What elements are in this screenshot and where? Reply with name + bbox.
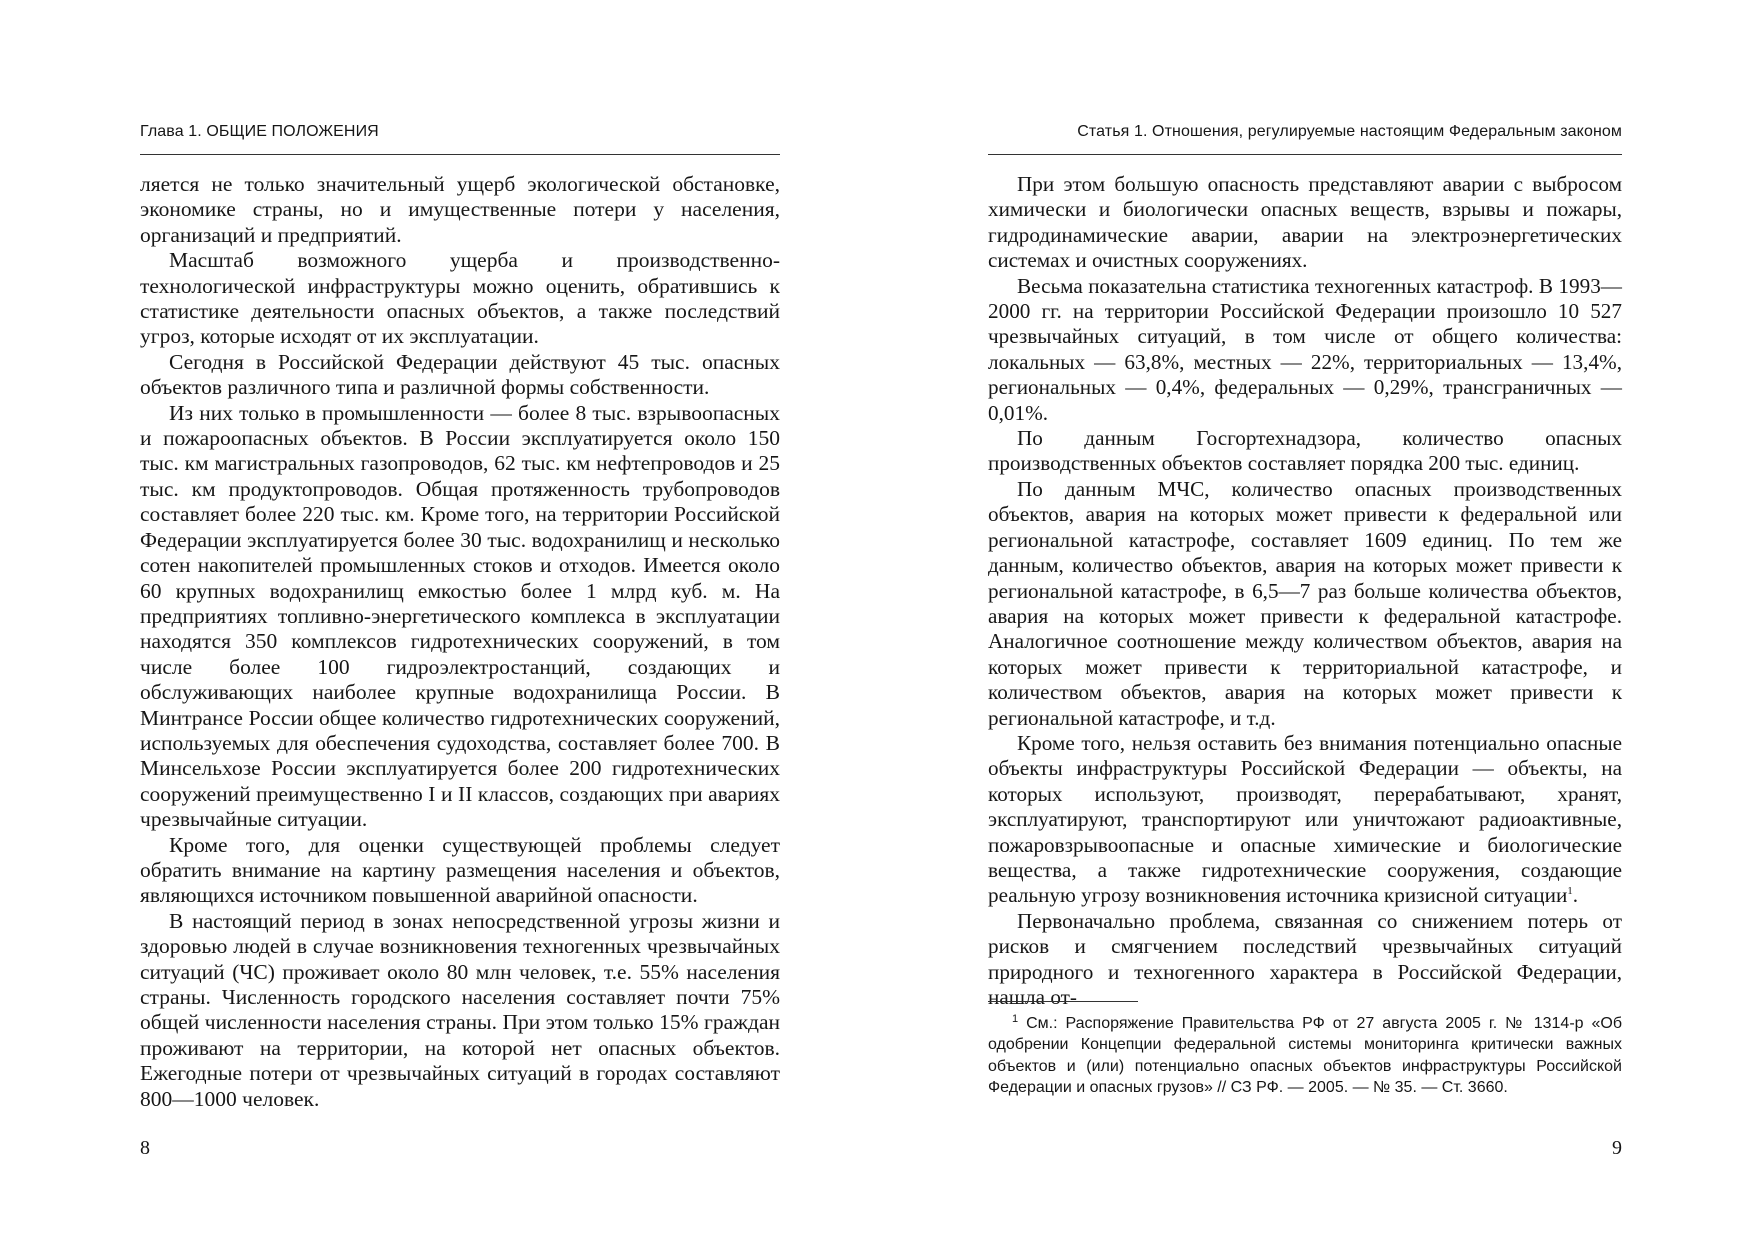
right-paragraph-1: При этом большую опасность представляют аварии с выбросом химически и биологически опасных веществ, взрывы и пожары, гидродинамические аварии, аварии на электроэнергетических системах и очистных сооружениях. [988, 172, 1622, 273]
right-paragraph-6: Первоначально проблема, связанная со снижением потерь от рисков и смягчением последствий чрезвычайных ситуаций природного и техногенного характера в Российской Федерации, нашла от- [988, 908, 1622, 1009]
right-page-number: 9 [1612, 1137, 1622, 1159]
left-paragraph-2: Масштаб возможного ущерба и производственно-технологической инфраструктуры можно оценить, обратившись к статистике деятельности опасных объектов, а также последствий угроз, которые исходят от их эксплуатации. [140, 248, 780, 349]
footnote-reference-marker[interactable]: 1 [1567, 885, 1573, 898]
right-paragraph-2: Весьма показательна статистика техногенных катастроф. В 1993—2000 гг. на территории Российской Федерации произошло 10 527 чрезвычайных ситуаций, в том числе от общего количества: локальных — 63,8%, местных — 22%, территориальных — 13,4%, региональных — 0,4%, федеральных — 0,29%, трансграничных — 0,01%. [988, 273, 1622, 425]
right-paragraph-5-text: Кроме того, нельзя оставить без внимания потенциально опасные объекты инфраструктуры Российской Федерации — объекты, на которых используют, производят, перерабатывают, хранят, эксплуатируют, транспортируют или уничтожают радиоактивные, пожаровзрывоопасные и опасные химические и биологические вещества, а также гидротехнические сооружения, создающие реальную угрозу возникновения источника кризисной ситуации [988, 730, 1622, 908]
right-running-head: Статья 1. Отношения, регулируемые настоящим Федеральным законом [988, 120, 1622, 155]
right-paragraph-5: Кроме того, нельзя оставить без внимания потенциально опасные объекты инфраструктуры Российской Федерации — объекты, на которых используют, производят, перерабатывают, хранят, эксплуатируют, транспортируют или уничтожают радиоактивные, пожаровзрывоопасные и опасные химические и биологические вещества, а также гидротехнические сооружения, создающие реальную угрозу возникновения источника кризисной ситуации$^1$. [988, 730, 1622, 908]
right-body-text [988, 172, 1622, 1010]
left-body-text [140, 172, 780, 1112]
right-paragraph-4: По данным МЧС, количество опасных производственных объектов, авария на которых может привести к федеральной или региональной катастрофе, составляет 1609 единиц. По тем же данным, количество объектов, авария на которых может привести к региональной катастрофе, в 6,5—7 раз больше количества объектов, авария на которых может привести к федеральной катастрофе. Аналогичное соотношение между количеством объектов, авария на которых может привести к территориальной катастрофе, и количеством объектов, авария на которых может привести к региональной катастрофе, и т.д. [988, 476, 1622, 730]
footnote-divider [988, 1001, 1138, 1002]
left-paragraph-1: ляется не только значительный ущерб экологической обстановке, экономике страны, но и имущественные потери у населения, организаций и предприятий. [140, 172, 780, 247]
left-paragraph-6: В настоящий период в зонах непосредственной угрозы жизни и здоровью людей в случае возникновения техногенных чрезвычайных ситуаций (ЧС) проживает около 80 млн человек, т.е. 55% населения страны. Численность городского населения составляет почти 75% общей численности населения страны. При этом только 15% граждан проживают на территории, на которой нет опасных объектов. Ежегодные потери от чрезвычайных ситуаций в городах составляют 800—1000 человек. [140, 908, 780, 1111]
footnote-text: См.: Распоряжение Правительства РФ от 27 августа 2005 г. № 1314-р «Об одобрении Концепции федеральной системы мониторинга критически важных объектов и (или) потенциально опасных объектов инфраструктуры Российской Федерации и опасных грузов» // СЗ РФ. — 2005. — № 35. — Ст. 3660. [988, 1015, 1622, 1097]
right-paragraph-3: По данным Госгортехнадзора, количество опасных производственных объектов составляет порядка 200 тыс. единиц. [988, 426, 1622, 476]
left-running-head: Глава 1. ОБЩИЕ ПОЛОЖЕНИЯ [140, 120, 780, 155]
footnote [988, 1013, 1622, 1099]
left-paragraph-5: Кроме того, для оценки существующей проблемы следует обратить внимание на картину размещения населения и объектов, являющихся источником повышенной аварийной опасности. [140, 832, 780, 908]
left-paragraph-3: Сегодня в Российской Федерации действуют 45 тыс. опасных объектов различного типа и различной формы собственности. [140, 349, 780, 400]
left-paragraph-4: Из них только в промышленности — более 8 тыс. взрывоопасных и пожароопасных объектов. В России эксплуатируется около 150 тыс. км магистральных газопроводов, 62 тыс. км нефтепроводов и 25 тыс. км продуктопроводов. Общая протяженность трубопроводов составляет более 220 тыс. км. Кроме того, на территории Российской Федерации эксплуатируется более 30 тыс. водохранилищ и несколько сотен накопителей промышленных стоков и отходов. Имеется около 60 крупных водохранилищ емкостью более 1 млрд куб. м. На предприятиях топливно-энергетического комплекса в эксплуатации находятся 350 комплексов гидротехнических сооружений, в том числе более 100 гидроэлектростанций, создающих и обслуживающих наиболее крупные водохранилища России. В Минтрансе России общее количество гидротехнических сооружений, используемых для обеспечения судоходства, составляет более 700. В Минсельхозе России эксплуатируется более 200 гидротехнических сооружений преимущественно I и II классов, создающих при авариях чрезвычайные ситуации. [140, 400, 780, 832]
footnote-number: 1 [1012, 1012, 1019, 1025]
left-page-number: 8 [140, 1137, 150, 1159]
